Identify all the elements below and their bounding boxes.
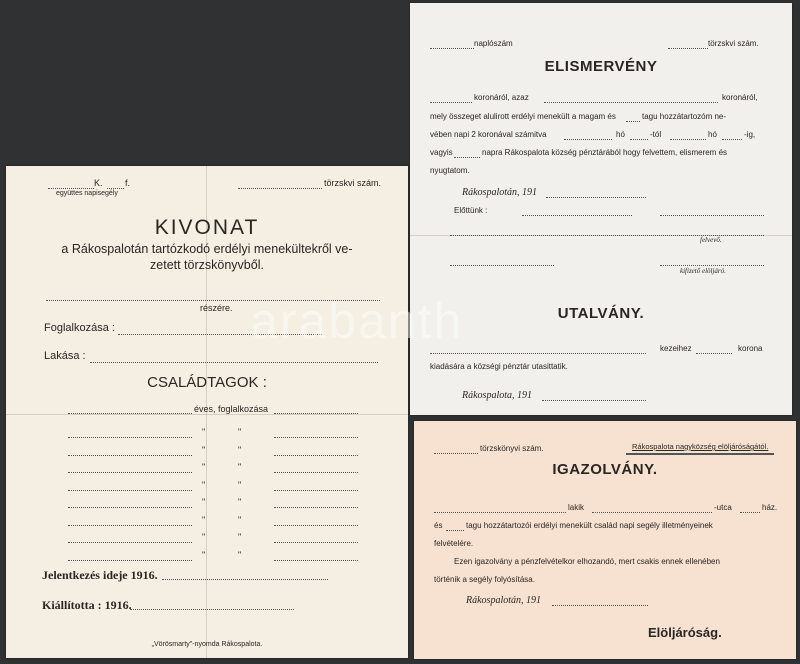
- place-date: Rákospalotán, 191: [466, 595, 541, 606]
- kiallitotta-line: [130, 609, 294, 610]
- kivonat-subtitle-2: zetett törzskönyvből.: [150, 258, 264, 272]
- ditto-mark: ": [238, 514, 242, 525]
- ditto-mark: ": [202, 549, 206, 560]
- line5: nyugtatom.: [430, 166, 470, 175]
- date-line: [546, 197, 646, 198]
- line1-b: koronáról,: [722, 93, 758, 102]
- kivonat-title: KIVONAT: [154, 216, 260, 239]
- family-name-line: [68, 413, 192, 414]
- members-line: [626, 121, 640, 122]
- family-job-line: [274, 472, 358, 473]
- ditto-mark: ": [202, 427, 206, 437]
- torzskonyvi-label: törzskönyvi szám.: [480, 444, 544, 453]
- family-name-line: [68, 472, 192, 473]
- line1-a: koronáról, azaz: [474, 93, 529, 102]
- eves-foglalkozasa-label: éves, foglalkozása: [194, 404, 269, 414]
- reszere-label: részére.: [200, 303, 233, 313]
- family-name-line: [68, 507, 192, 508]
- ditto-mark: ": [238, 532, 242, 542]
- house-line: [740, 512, 760, 513]
- family-name-line: [68, 437, 192, 438]
- ditto-mark: ": [238, 497, 242, 507]
- street-line: [592, 512, 712, 513]
- torzskvi-line: [668, 48, 708, 49]
- line4: Ezen igazolvány a pénzfelvételkor elhozandó, mert csakis ennek ellenében: [454, 557, 720, 566]
- jelentkezes-label: Jelentkezés ideje 1916.: [42, 568, 158, 582]
- kivonat-subtitle-1: a Rákospalotán tartózkodó erdélyi menekültekről ve-: [61, 242, 353, 256]
- family-job-line: [274, 525, 358, 526]
- lakasa-label: Lakása :: [44, 350, 86, 362]
- header-torzskvi: törzskvi szám.: [324, 178, 382, 188]
- utal-line2: kiadására a községi pénztár utasittatik.: [430, 362, 568, 371]
- place-date: Rákospalotán, 191: [462, 187, 537, 198]
- kifizeto-line: [660, 265, 764, 266]
- family-job-line: [274, 507, 358, 508]
- kiallitotta-label: Kiállította : 1916.: [42, 598, 132, 612]
- ditto-mark: ": [202, 444, 206, 455]
- ditto-mark: ": [238, 479, 242, 490]
- utal-place-date: Rákospalota, 191: [462, 390, 532, 401]
- utca-label: -utca: [714, 503, 732, 512]
- kifizeto-label: kifizető elöljáró.: [680, 267, 726, 275]
- jelentkezes-line: [162, 579, 328, 580]
- line4-a: vagyis: [430, 148, 453, 157]
- f-number-line: [107, 188, 124, 189]
- family-job-line: [274, 490, 358, 491]
- csaladtagok-heading: CSALÁDTAGOK :: [147, 374, 267, 391]
- header-rule: [626, 453, 774, 455]
- utalvany-title: UTALVÁNY.: [557, 305, 645, 322]
- haz-label: ház.: [762, 503, 778, 512]
- line4-b: napra Rákospalota község pénztárából hogy felvettem, elismerem és: [482, 148, 728, 157]
- header-napisegely: együttes napisegély: [56, 190, 118, 197]
- printer-imprint: „Vörösmarty"-nyomda Rákospalota.: [151, 641, 263, 648]
- header-k: K.: [94, 178, 103, 188]
- elismerveny-title: ELISMERVÉNY: [544, 58, 658, 75]
- ditto-mark: ": [238, 444, 242, 455]
- line3-c: -tól: [650, 130, 662, 139]
- watermark: arabanth: [250, 293, 464, 349]
- torzskvi-line: [238, 188, 322, 189]
- torzskonyvi-line: [434, 453, 478, 454]
- to-day-line: [722, 139, 742, 140]
- ditto-mark: ": [202, 497, 206, 507]
- family-name-line: [68, 542, 192, 543]
- amount-words-line: [544, 102, 718, 103]
- family-name-line: [68, 490, 192, 491]
- line2-b: tagu hozzátartozóm ne-: [642, 112, 727, 121]
- felvevo-label: felvevő.: [700, 236, 722, 244]
- date-line: [552, 605, 648, 606]
- elismerveny-form: [410, 3, 792, 415]
- elottunk-label: Előttünk :: [454, 206, 488, 215]
- line2-a: mely összeget alulirott erdélyi menekült a magam és: [430, 112, 616, 121]
- family-job-line: [274, 437, 358, 438]
- utal-line1-b: korona: [738, 344, 763, 353]
- naploszam-line: [430, 48, 474, 49]
- line3-b: hó: [616, 130, 625, 139]
- line3-e: -ig,: [744, 130, 756, 139]
- ditto-mark: ": [202, 479, 206, 490]
- naploszam-label: naplószám: [474, 39, 513, 48]
- utal-amount-line: [696, 353, 732, 354]
- k-number-line: [48, 188, 94, 189]
- kivonat-form: [6, 166, 408, 658]
- lakik-label: lakik: [568, 503, 585, 512]
- to-month-line: [670, 139, 706, 140]
- family-name-line: [68, 525, 192, 526]
- ditto-mark: ": [202, 514, 206, 525]
- line2-a: és: [434, 521, 443, 530]
- ditto-mark: ": [238, 427, 242, 437]
- receiver-top-line: [660, 215, 764, 216]
- ditto-mark: ": [238, 549, 242, 560]
- from-day-line: [630, 139, 648, 140]
- igazolvany-title: IGAZOLVÁNY.: [552, 461, 658, 478]
- header-f: f.: [125, 178, 131, 188]
- torzskvi-label: törzskvi szám.: [708, 39, 759, 48]
- ditto-mark: ": [238, 462, 242, 472]
- utal-date-line: [542, 400, 646, 401]
- igazolvany-form: [414, 421, 796, 659]
- witness-line-3: [450, 265, 554, 266]
- signature-eloljarosag: Elöljáróság.: [648, 625, 722, 640]
- payee-line: [430, 353, 646, 354]
- amount-line: [430, 102, 472, 103]
- family-name-line: [68, 560, 192, 561]
- line2-b: tagu hozzátartozói erdélyi menekült család napi segély illetményeinek: [466, 521, 713, 530]
- line3: felvételére.: [434, 539, 474, 548]
- foglalkozasa-label: Foglalkozása :: [44, 322, 115, 334]
- lakasa-line: [90, 362, 378, 363]
- family-job-line: [274, 413, 358, 414]
- family-job-line: [274, 542, 358, 543]
- family-job-line: [274, 455, 358, 456]
- members-line: [446, 530, 464, 531]
- line3-d: hó: [708, 130, 717, 139]
- ditto-mark: ": [202, 462, 206, 472]
- from-month-line: [564, 139, 612, 140]
- days-line: [454, 157, 480, 158]
- name-line: [434, 512, 566, 513]
- header-authority: Rákospalota nagyközség elöljáróságától.: [632, 442, 769, 451]
- family-name-line: [68, 455, 192, 456]
- utal-line1-a: kezeihez: [660, 344, 692, 353]
- family-job-line: [274, 560, 358, 561]
- line3-a: vében napi 2 koronával számitva: [430, 130, 547, 139]
- line5: történik a segély folyósítása.: [434, 575, 535, 584]
- witness-line-1: [522, 215, 632, 216]
- ditto-mark: ": [202, 532, 206, 542]
